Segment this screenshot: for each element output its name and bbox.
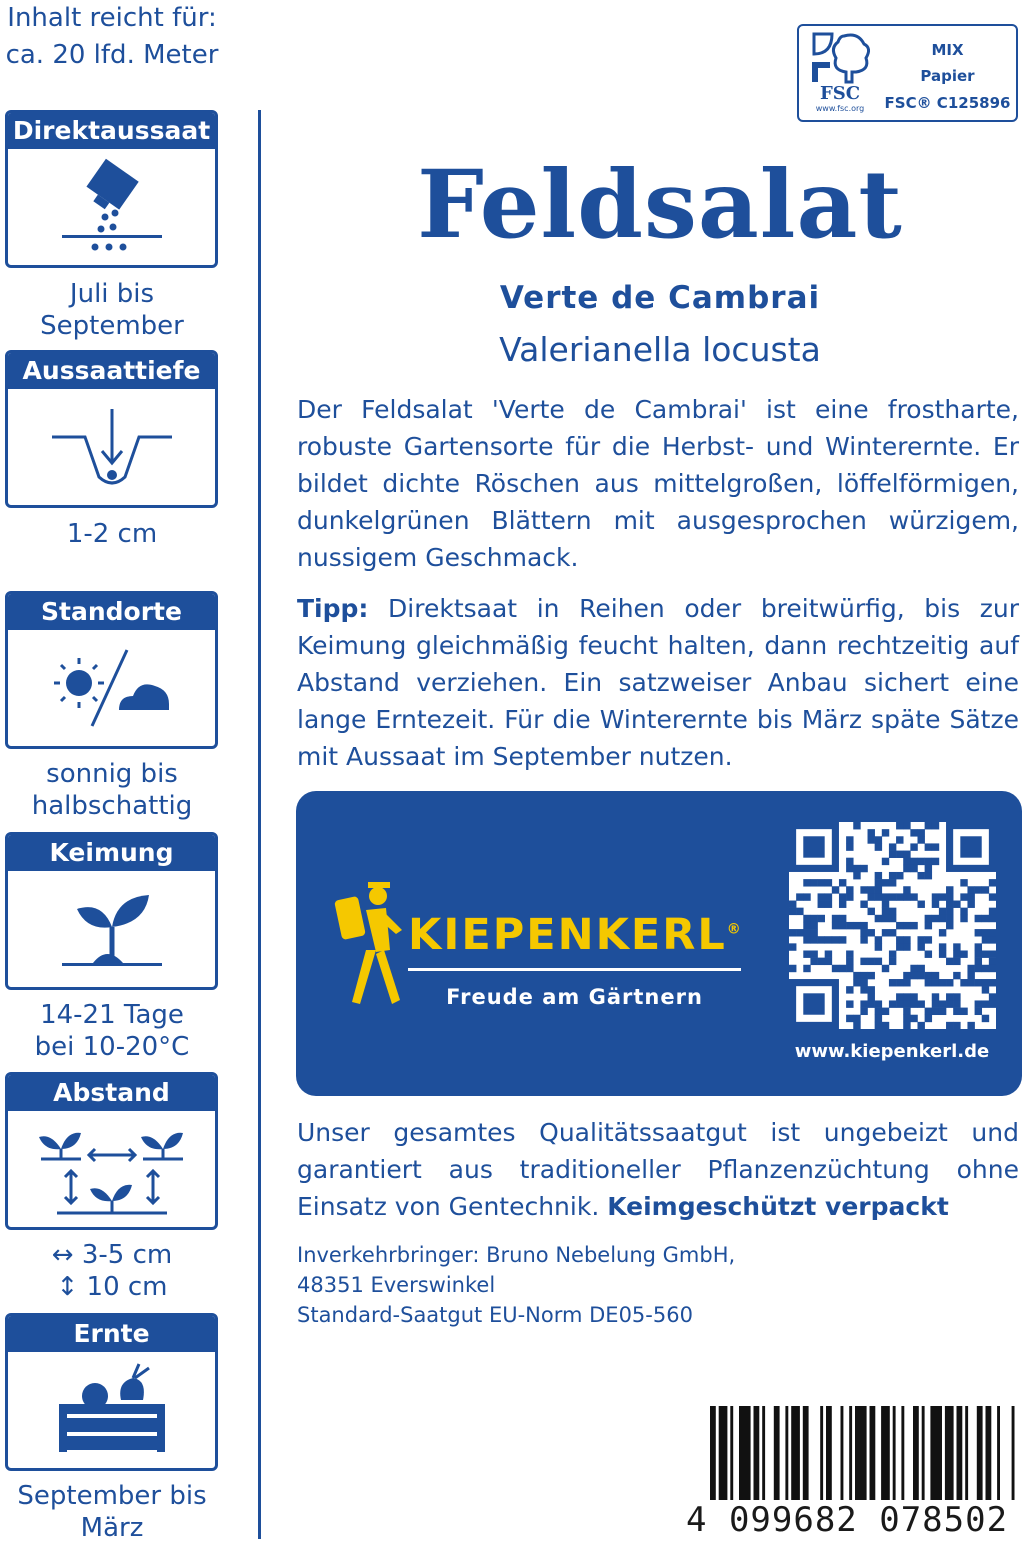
- card-germination-text: [0, 999, 224, 1063]
- sowing-depth-icon: [8, 389, 215, 505]
- column-divider: [258, 110, 261, 1539]
- card-text-line: Juli bis: [69, 279, 155, 309]
- card-text-line: 14-21 Tage: [40, 1000, 184, 1030]
- card-text-line: September: [40, 311, 184, 341]
- card-title: Keimung: [8, 835, 215, 871]
- card-sowing-depth: [5, 350, 218, 508]
- brand-underline: [408, 968, 741, 971]
- card-text-line: bei 10-20°C: [34, 1032, 190, 1062]
- hiker-logo-icon: [330, 880, 410, 1010]
- product-title: Feldsalat: [417, 150, 903, 260]
- card-direct-sowing: [5, 110, 218, 268]
- fsc-mix: MIX: [931, 41, 964, 59]
- brand-name: [408, 910, 743, 960]
- fsc-paper: Papier: [920, 67, 975, 85]
- brand-url[interactable]: www.kiepenkerl.de: [794, 1041, 990, 1062]
- registered-mark: ®: [726, 921, 743, 938]
- tip-text: Direktsaat in Reihen oder breitwürfig, bis zur Keimung gleichmäßig feucht halten, dann rechtzeitig auf Abstand verziehen. Ein satzweiser Anbau sichert eine lange Erntezeit. Für die Winterernte bis März späte Sätze mit Aussaat im September nutzen.: [297, 594, 1019, 771]
- card-title: Standorte: [8, 594, 215, 630]
- quality-text: Unser gesamtes Qualitätssaatgut ist ungebeizt und garantiert aus traditioneller Pflanzenzüchtung ohne Einsatz von Gentechnik.: [297, 1118, 1019, 1221]
- card-sowing-depth-text: [0, 518, 224, 550]
- card-harvest-text: [0, 1480, 224, 1544]
- product-tip: [297, 590, 1019, 775]
- quality-bold: Keimgeschützt verpackt: [607, 1192, 949, 1221]
- coverage-line-2: ca. 20 lfd. Meter: [5, 40, 219, 70]
- card-title: Abstand: [8, 1075, 215, 1111]
- card-text-line: ↕ 10 cm: [56, 1272, 168, 1302]
- fsc-mix-label: [885, 37, 1010, 89]
- card-title: Ernte: [8, 1316, 215, 1352]
- product-latin-name: Valerianella locusta: [499, 330, 821, 369]
- fsc-logo-text: FSC: [819, 83, 861, 104]
- card-title: Aussaattiefe: [8, 353, 215, 389]
- card-text-line: sonnig bis: [46, 759, 178, 789]
- card-text-line: 1-2 cm: [66, 519, 158, 549]
- legal-info: [297, 1240, 1017, 1330]
- card-location: [5, 591, 218, 749]
- card-text-line: März: [80, 1513, 144, 1543]
- qr-code[interactable]: [789, 822, 996, 1029]
- product-description: Der Feldsalat 'Verte de Cambrai' ist eine frostharte, robuste Gartensorte für die Herbst- und Winterernte. Er bildet dichte Röschen aus mittelgroßen, löffelförmigen, dunkelgrünen Blättern mit ausgesprochen würzigem, nussigem Geschmack.: [297, 395, 1019, 572]
- brand-slogan: Freude am Gärtnern: [446, 985, 703, 1009]
- coverage-line-1: Inhalt reicht für:: [7, 3, 217, 33]
- tip-label: Tipp:: [297, 594, 369, 623]
- sowing-icon: [8, 149, 215, 265]
- sun-cloud-icon: [8, 630, 215, 746]
- card-location-text: [0, 758, 224, 822]
- card-germination: [5, 832, 218, 990]
- product-variety: Verte de Cambrai: [499, 280, 821, 316]
- barcode-number: 4 099682 078502: [686, 1500, 1024, 1540]
- fsc-url: www.fsc.org: [815, 104, 865, 113]
- legal-line-1: Inverkehrbringer: Bruno Nebelung GmbH,: [297, 1243, 736, 1267]
- card-text-line: halbschattig: [31, 791, 193, 821]
- brand-name-text: KIEPENKERL: [408, 910, 727, 960]
- card-spacing: [5, 1072, 218, 1230]
- legal-line-2: 48351 Everswinkel: [297, 1273, 496, 1297]
- fsc-code: FSC® C125896: [884, 94, 1011, 112]
- card-harvest: [5, 1313, 218, 1471]
- legal-line-3: Standard-Saatgut EU-Norm DE05-560: [297, 1303, 693, 1327]
- harvest-crate-icon: [8, 1352, 215, 1468]
- seedling-icon: [8, 871, 215, 987]
- quality-statement: [297, 1114, 1019, 1225]
- card-title: Direktaussaat: [8, 113, 215, 149]
- spacing-icon: [8, 1111, 215, 1227]
- card-text-line: September bis: [17, 1481, 207, 1511]
- card-direct-sowing-text: [0, 278, 224, 342]
- card-text-line: ↔ 3-5 cm: [51, 1240, 173, 1270]
- coverage-note: [0, 0, 224, 74]
- card-spacing-text: [0, 1239, 224, 1303]
